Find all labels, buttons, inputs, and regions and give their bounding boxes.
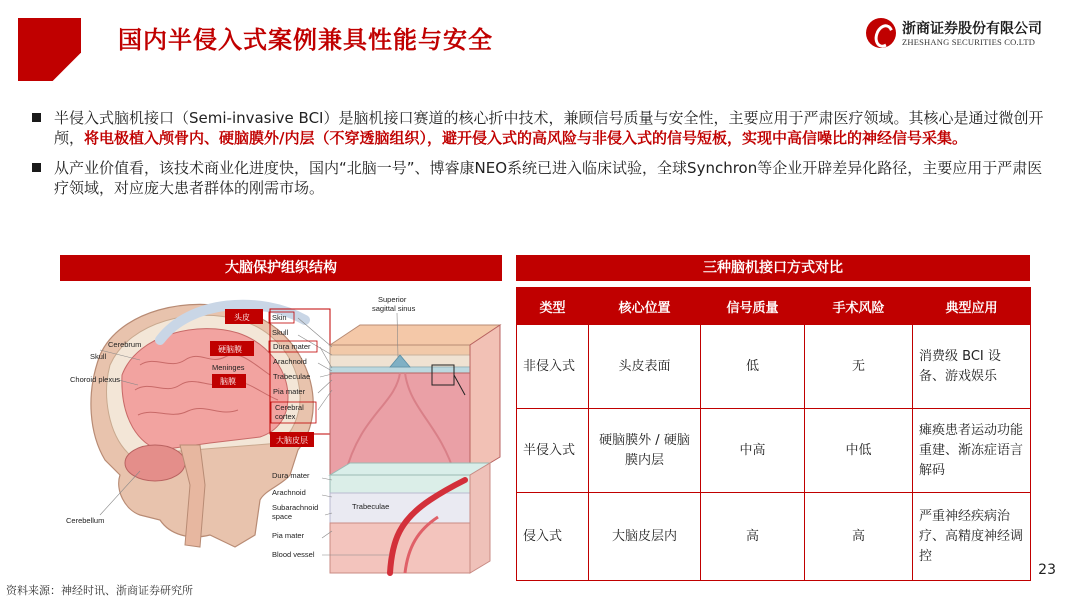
bullet-2-text: 从产业价值看，该技术商业化进度快，国内“北脑一号”、博睿康NEO系统已进入临床试验，全球Synchron等企业开辟差异化路径，主要应用于严肃医疗领域，对应庞大患者群体的刚需市场。 xyxy=(54,159,1043,197)
page-title: 国内半侵入式案例兼具性能与安全 xyxy=(118,26,493,54)
cell-signal: 中高 xyxy=(701,409,805,493)
label-skull-left: Skull xyxy=(90,352,107,361)
header-location: 核心位置 xyxy=(589,288,701,325)
logo-cn-text: 浙商证券股份有限公司 xyxy=(902,21,1042,37)
cell-risk: 无 xyxy=(805,325,913,409)
label-subarach-1: Subarachnoid xyxy=(272,503,319,512)
cell-risk: 中低 xyxy=(805,409,913,493)
cell-application: 严重神经疾病治疗、高精度神经调控 xyxy=(913,493,1031,581)
bullet-1-highlight: 将电极植入颅骨内、硬脑膜外/内层（不穿透脑组织），避开侵入式的高风险与非侵入式的信号短板，实现中高信噪比的神经信号采集。 xyxy=(84,129,968,147)
page-number: 23 xyxy=(1038,562,1056,578)
cell-location: 大脑皮层内 xyxy=(589,493,701,581)
cell-signal: 低 xyxy=(701,325,805,409)
svg-text:硬脑膜: 硬脑膜 xyxy=(218,345,242,354)
svg-text:大脑皮层: 大脑皮层 xyxy=(276,436,308,445)
corner-decoration xyxy=(18,18,81,81)
cell-application: 消费级 BCI 设备、游戏娱乐 xyxy=(913,325,1031,409)
svg-text:脑膜: 脑膜 xyxy=(220,377,236,386)
header-risk: 手术风险 xyxy=(805,288,913,325)
table-header-row xyxy=(517,288,1031,325)
bci-comparison-table xyxy=(516,287,1031,581)
header-application: 典型应用 xyxy=(913,288,1031,325)
label-skull: Skull xyxy=(272,328,289,337)
cerebrum-shape xyxy=(122,329,288,450)
cell-type: 半侵入式 xyxy=(517,409,589,493)
comparison-table-header: 三种脑机接口方式对比 xyxy=(516,255,1030,281)
source-note: 资料来源：神经时讯、浙商证券研究所 xyxy=(6,584,193,597)
label-cortex-1: Cerebral xyxy=(275,403,304,412)
label-trabeculae-inset: Trabeculae xyxy=(352,502,390,511)
brain-structure-header: 大脑保护组织结构 xyxy=(60,255,502,281)
header-type: 类型 xyxy=(517,288,589,325)
logo-en-text: ZHESHANG SECURITIES CO.LTD xyxy=(902,37,1036,47)
bullet-list xyxy=(28,108,1048,208)
table-row xyxy=(517,409,1031,493)
label-cerebellum: Cerebellum xyxy=(66,516,105,525)
header-signal: 信号质量 xyxy=(701,288,805,325)
cell-signal: 高 xyxy=(701,493,805,581)
label-skin: Skin xyxy=(272,313,287,322)
label-cortex-2: cortex xyxy=(275,412,296,421)
label-superior-1: Superior xyxy=(378,295,407,304)
label-meninges: Meninges xyxy=(212,363,245,372)
label-dura: Dura mater xyxy=(273,342,311,351)
cell-type: 侵入式 xyxy=(517,493,589,581)
label-vessel: Blood vessel xyxy=(272,550,315,559)
comparison-table xyxy=(516,287,1030,577)
label-arachnoid: Arachnoid xyxy=(273,357,307,366)
svg-text:头皮: 头皮 xyxy=(234,313,250,322)
cell-location: 硬脑膜外 / 硬脑膜内层 xyxy=(589,409,701,493)
label-cerebrum: Cerebrum xyxy=(108,340,142,349)
label-choroid: Choroid plexus xyxy=(70,375,121,384)
cell-location: 头皮表面 xyxy=(589,325,701,409)
cerebellum-shape xyxy=(125,445,185,481)
label-subarach-2: space xyxy=(272,512,293,521)
cell-application: 瘫痪患者运动功能重建、渐冻症语言解码 xyxy=(913,409,1031,493)
bullet-item-1 xyxy=(28,108,1048,148)
logo-icon xyxy=(866,18,896,48)
brain-diagram xyxy=(60,285,502,580)
cell-risk: 高 xyxy=(805,493,913,581)
cell-type: 非侵入式 xyxy=(517,325,589,409)
label-arachnoid-2: Arachnoid xyxy=(272,488,306,497)
company-logo xyxy=(866,16,1066,56)
bullet-square-icon xyxy=(32,113,41,122)
label-dura-2: Dura mater xyxy=(272,471,310,480)
table-row xyxy=(517,325,1031,409)
bullet-1-text: 半侵入式脑机接口（Semi-invasive BCI）是脑机接口赛道的核心折中技术，兼顾信号质量与安全性，主要应用于严肃医疗领域。其核心是通过微创开颅， xyxy=(54,109,1044,147)
bullet-item-2 xyxy=(28,158,1048,198)
label-pia-2: Pia mater xyxy=(272,531,305,540)
bullet-square-icon xyxy=(32,163,41,172)
table-row xyxy=(517,493,1031,581)
label-superior-2: sagittal sinus xyxy=(372,304,416,313)
brain-illustration xyxy=(60,285,502,580)
label-pia: Pia mater xyxy=(273,387,306,396)
label-trabeculae: Trabeculae xyxy=(273,372,311,381)
